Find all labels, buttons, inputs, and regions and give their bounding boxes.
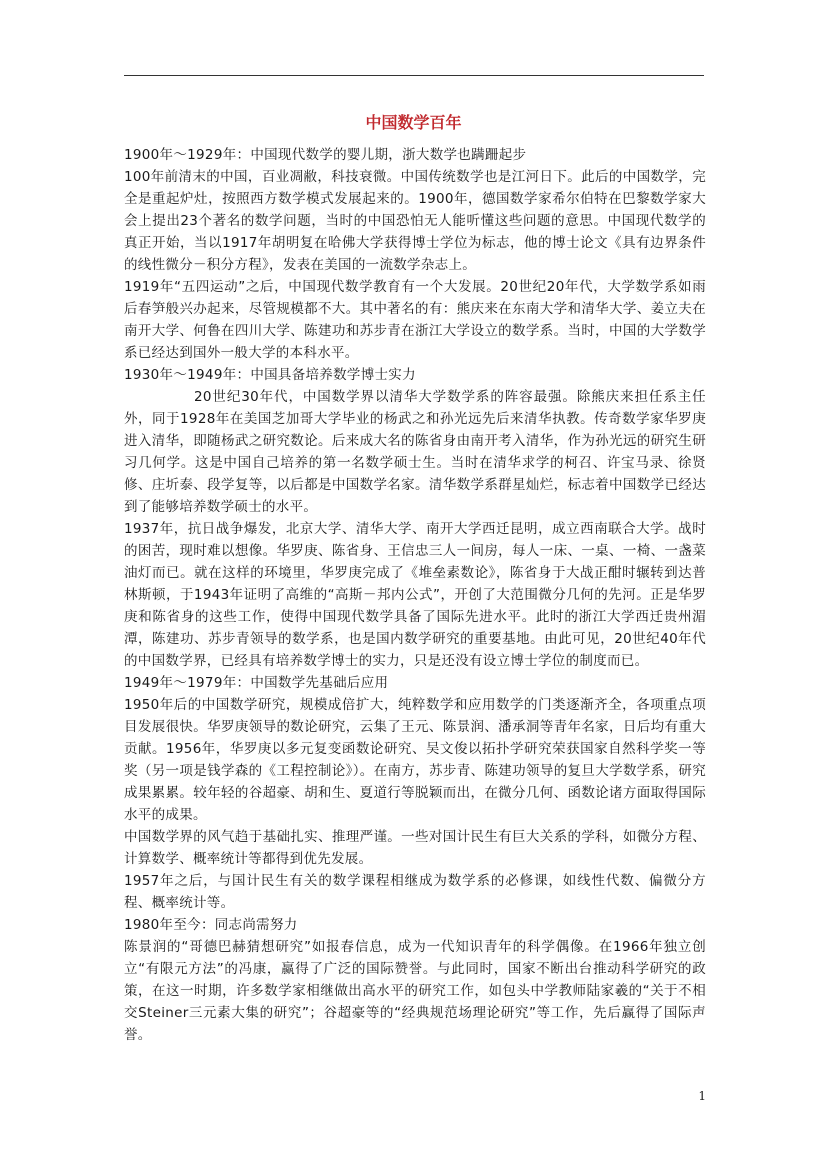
section-heading-1930-1949: 1930年～1949年：中国具备培养数学博士实力 — [124, 367, 416, 383]
paragraph-post-1950: 1950年后的中国数学研究，规模成倍扩大，纯粹数学和应用数学的门类逐渐齐全，各项重点项目发展很快。华罗庚领导的数论研究，云集了王元、陈景润、潘承洞等青年名家，日后均有重大贡献。1956年，华罗庚以多元复变函数论研究、吴文俊以拓扑学研究荣获国家自然科学奖一等奖（另一项是钱学森的《工程控制论》）。在南方，苏步青、陈建功领导的复旦大学数学系，研究成果累累。较年轻的谷超豪、胡和生、夏道行等脱颖而出，在微分几何、函数论诸方面取得国际水平的成果。 — [124, 697, 706, 823]
header-rule — [124, 75, 704, 76]
document-body — [124, 144, 706, 1046]
paragraph-may-fourth: 1919年“五四运动”之后，中国现代数学教育有一个大发展。20世纪20年代，大学数学系如雨后春笋般兴办起来，尽管规模都不大。其中著名的有：熊庆来在东南大学和清华大学、姜立夫在南开大学、何鲁在四川大学、陈建功和苏步青在浙江大学设立的数学系。当时，中国的大学数学系已经达到国外一般大学的本科水平。 — [124, 279, 706, 361]
document-title: 中国数学百年 — [365, 113, 462, 132]
paragraph-post-1957: 1957年之后，与国计民生有关的数学课程相继成为数学系的必修课，如线性代数、偏微分方程、概率统计等。 — [124, 873, 706, 911]
paragraph-tsinghua-1930s: 20世纪30年代，中国数学界以清华大学数学系的阵容最强。除熊庆来担任系主任外，同于1928年在美国芝加哥大学毕业的杨武之和孙光远先后来清华执教。传奇数学家华罗庚进入清华，即随杨武之研究数论。后来成大名的陈省身由南开考入清华，作为孙光远的研究生研习几何学。这是中国自己培养的第一名数学硕士生。当时在清华求学的柯召、许宝马录、徐贤修、庄圻泰、段学复等，以后都是中国数学名家。清华数学系群星灿烂，标志着中国数学已经达到了能够培养数学硕士的水平。 — [124, 389, 706, 515]
page-number: 1 — [698, 1089, 706, 1103]
paragraph-math-culture: 中国数学界的风气趋于基础扎实、推理严谨。一些对国计民生有巨大关系的学科，如微分方程、计算数学、概率统计等都得到优先发展。 — [124, 829, 706, 867]
section-heading-1900-1929: 1900年～1929年：中国现代数学的婴儿期，浙大数学也蹒跚起步 — [124, 147, 527, 163]
paragraph-qing-dynasty-math: 100年前清末的中国，百业凋敝，科技衰微。中国传统数学也是江河日下。此后的中国数学，完全是重起炉灶，按照西方数学模式发展起来的。1900年，德国数学家希尔伯特在巴黎数学家大会上提出23个著名的数学问题，当时的中国恐怕无人能听懂这些问题的意思。中国现代数学的真正开始，当以1917年胡明复在哈佛大学获得博士学位为标志，他的博士论文《具有边界条件的线性微分－积分方程》，发表在美国的一流数学杂志上。 — [124, 169, 706, 273]
paragraph-war-years: 1937年，抗日战争爆发，北京大学、清华大学、南开大学西迁昆明，成立西南联合大学。战时的困苦，现时难以想像。华罗庚、陈省身、王信忠三人一间房，每人一床、一桌、一椅、一盏菜油灯而已。就在这样的环境里，华罗庚完成了《堆垒素数论》，陈省身于大战正酣时辗转到达普林斯顿，于1943年证明了高维的“高斯－邦内公式”，开创了大范围微分几何的先河。正是华罗庚和陈省身的这些工作，使得中国现代数学具备了国际先进水平。此时的浙江大学西迁贵州湄潭，陈建功、苏步青领导的数学系，也是国内数学研究的重要基地。由此可见，20世纪40年代的中国数学界，已经具有培养数学博士的实力，只是还没有设立博士学位的制度而已。 — [124, 521, 706, 669]
section-heading-1980-present: 1980年至今：同志尚需努力 — [124, 917, 298, 933]
paragraph-chen-jingrun: 陈景润的“哥德巴赫猜想研究”如报春信息，成为一代知识青年的科学偶像。在1966年独立创立“有限元方法”的冯康，赢得了广泛的国际赞誉。与此同时，国家不断出台推动科学研究的政策，在这一时期，许多数学家相继做出高水平的研究工作，如包头中学教师陆家羲的“关于不相交Steiner三元素大集的研究”；谷超豪等的“经典规范场理论研究”等工作，先后赢得了国际声誉。 — [124, 939, 706, 1043]
section-heading-1949-1979: 1949年～1979年：中国数学先基础后应用 — [124, 675, 389, 691]
